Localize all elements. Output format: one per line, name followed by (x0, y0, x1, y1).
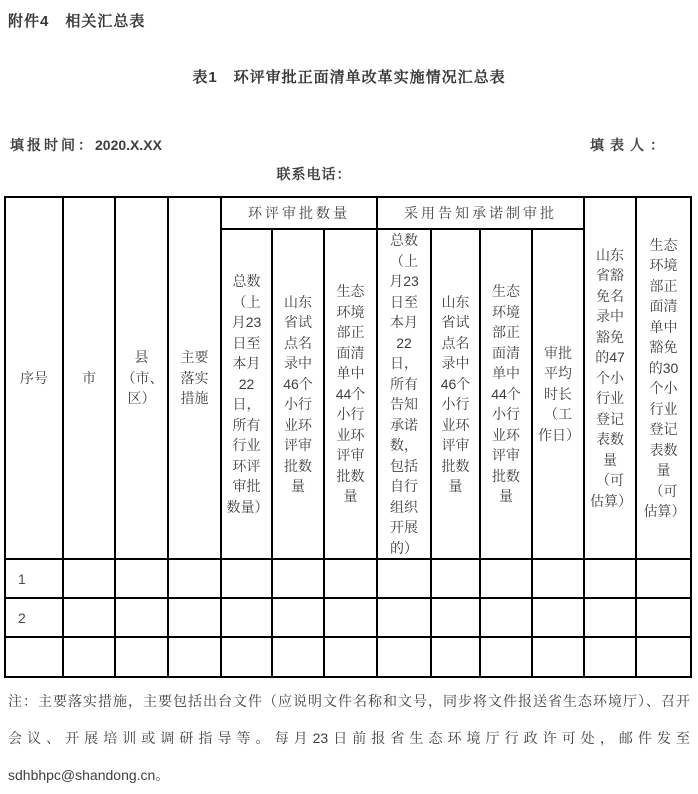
table-cell (480, 559, 532, 598)
table-cell (532, 559, 584, 598)
table-cell (272, 637, 324, 677)
col-header-notice-sd46 (431, 229, 480, 559)
table-cell (63, 598, 115, 637)
footnote (0, 683, 698, 794)
col-header-notice-total (377, 229, 431, 559)
col-header-measures (168, 197, 221, 559)
table-cell (431, 559, 480, 598)
col-header-eia-sd46 (272, 229, 324, 559)
footnote-line: 注：主要落实措施，主要包括出台文件（应说明文件名称和文号，同步将文件报送省生态环境厅）、召开 (8, 693, 690, 709)
table-cell (431, 637, 480, 677)
col-header-eia-moee44-label: 生态环境部正面清单中44个小行业环评审批数量 (335, 283, 366, 505)
summary-table (4, 196, 692, 678)
table-cell (532, 598, 584, 637)
col-header-notice-moee44-label: 生态环境部正面清单中44个小行业环评审批数量 (491, 283, 521, 505)
col-header-county (115, 197, 168, 559)
contact-phone-label: 联系电话： (276, 166, 352, 182)
table-cell (221, 598, 272, 637)
table-row (5, 637, 691, 677)
col-header-city-label: 市 (82, 369, 96, 386)
table-cell (168, 598, 221, 637)
col-header-eia-total (221, 229, 272, 559)
col-header-city (63, 197, 115, 559)
col-header-seq-label: 序号 (20, 369, 48, 386)
fill-time (10, 135, 162, 155)
table-cell (221, 637, 272, 677)
table-cell (221, 559, 272, 598)
fill-time-label: 填报时间： (10, 137, 95, 153)
fill-person (590, 135, 670, 155)
table-cell (584, 598, 636, 637)
table-cell (377, 637, 431, 677)
col-header-moee-exempt-30 (636, 197, 691, 559)
footnote-line: 会议、开展培训或调研指导等。每月23日前报省生态环境厅行政许可处，邮件发至 (8, 730, 690, 746)
col-header-notice-total-label: 总数（上月23日至本月22日，所有告知承诺数，包括自行组织开展的） (389, 232, 419, 556)
table-cell (584, 559, 636, 598)
table-cell (636, 637, 691, 677)
col-header-sd-exempt-47 (584, 197, 636, 559)
col-header-measures-label: 主要落实措施 (180, 349, 209, 407)
row-seq-cell: 1 (5, 559, 63, 598)
table-cell (377, 559, 431, 598)
footnote-email-line: sdhbhpc@shandong.cn。 (8, 767, 170, 783)
table-cell (115, 598, 168, 637)
table-cell (532, 637, 584, 677)
table-cell (324, 637, 377, 677)
table-cell (115, 637, 168, 677)
table-row (5, 559, 691, 598)
table-cell (324, 559, 377, 598)
form-meta-row (0, 135, 698, 155)
col-header-approval-duration (532, 229, 584, 559)
attachment-label: 附件4 相关汇总表 (8, 13, 146, 30)
table-cell (272, 559, 324, 598)
col-header-approval-duration-label: 审批平均时长（工作日） (538, 344, 581, 443)
table-cell (115, 559, 168, 598)
page-title: 表1 环评审批正面清单改革实施情况汇总表 (192, 69, 506, 86)
col-header-notice-sd46-label: 山东省试点名录中46个小行业环评审批数量 (440, 293, 471, 494)
row-seq-cell: 2 (5, 598, 63, 637)
col-header-county-label: 县（市、区） (121, 349, 164, 407)
group-header-eia-approval-count: 环评审批数量 (221, 197, 377, 229)
col-header-eia-sd46-label: 山东省试点名录中46个小行业环评审批数量 (283, 293, 313, 494)
table-cell (431, 598, 480, 637)
col-header-eia-total-label: 总数（上月23日至本月22日，所有行业环评审批数量） (226, 273, 269, 515)
row-seq-cell (5, 637, 63, 677)
table-cell (63, 559, 115, 598)
col-header-eia-moee44 (324, 229, 377, 559)
table-cell (636, 598, 691, 637)
col-header-sd-exempt-47-label: 山东省豁免名录中豁免的47个小行业登记表数量（可估算） (590, 246, 633, 509)
table-cell (324, 598, 377, 637)
table-cell (584, 637, 636, 677)
table-row (5, 598, 691, 637)
col-header-seq (5, 197, 63, 559)
header-group-row (5, 197, 691, 229)
group-header-notification-commitment-approval: 采用告知承诺制审批 (377, 197, 584, 229)
fill-person-label: 填表人： (590, 137, 670, 153)
table-cell (63, 637, 115, 677)
table-cell (168, 559, 221, 598)
col-header-notice-moee44 (480, 229, 532, 559)
table-cell (168, 637, 221, 677)
table-cell (636, 559, 691, 598)
table-cell (480, 598, 532, 637)
fill-time-value: 2020.X.XX (95, 137, 162, 153)
table-cell (377, 598, 431, 637)
table-cell (480, 637, 532, 677)
table-cell (272, 598, 324, 637)
col-header-moee-exempt-30-label: 生态环境部正面清单中豁免的30个小行业登记表数量（可估算） (643, 236, 686, 519)
